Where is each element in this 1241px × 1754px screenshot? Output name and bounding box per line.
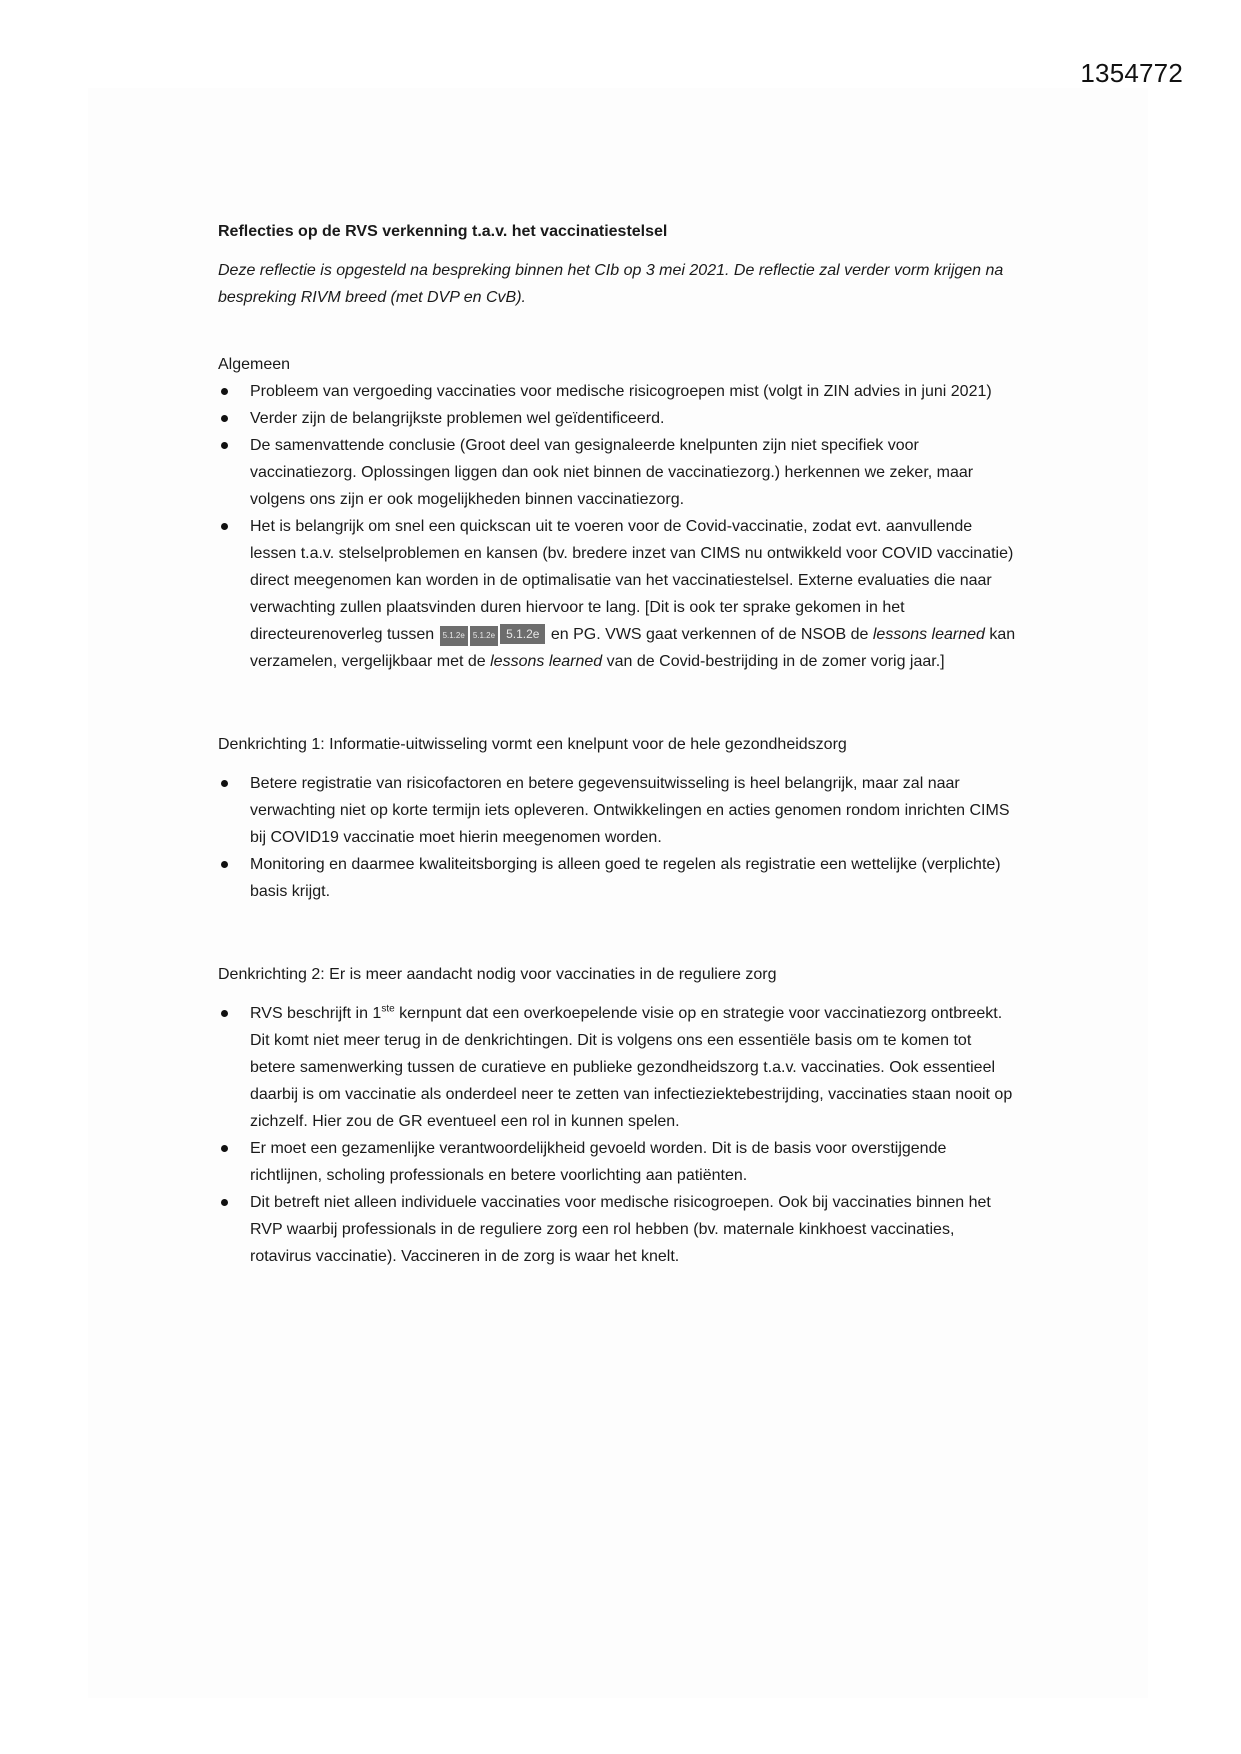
text-segment: Het is belangrijk om snel een quickscan uit te voeren voor de Covid-vaccinatie, zodat evt. aanvullende lessen t.a.v. stelselproblemen en kansen (bv. bredere inzet van CIMS nu ontwikkeld voor COVID vaccinatie) direct meegenomen kan worden in de optimalisatie van het vaccinatiestelsel. Externe evaluaties die naar verwachting zullen plaatsvinden duren hiervoor te lang. [Dit is ook ter sprake gekomen in het directeurenoverleg tussen: [250, 518, 1014, 643]
list-item: Dit betreft niet alleen individuele vaccinaties voor medische risicogroepen. Ook bij vaccinaties binnen het RVP waarbij professionals in de reguliere zorg een rol hebben (bv. maternale kinkhoest vaccinaties, rotavirus vaccinatie). Vaccineren in de zorg is waar het knelt.: [218, 1189, 1018, 1270]
redaction-box: 5.1.2e: [500, 624, 545, 644]
section-denkrichting-2-label: Denkrichting 2: Er is meer aandacht nodig voor vaccinaties in de reguliere zorg: [218, 966, 777, 983]
document-body: [218, 218, 1018, 1270]
list-item: Monitoring en daarmee kwaliteitsborging is alleen goed te regelen als registratie een wettelijke (verplichte) basis krijgt.: [218, 851, 1018, 905]
list-item: Verder zijn de belangrijkste problemen wel geïdentificeerd.: [218, 405, 1018, 432]
document-title: Reflecties op de RVS verkenning t.a.v. het vaccinatiestelsel: [218, 223, 668, 240]
denkrichting-1-bullet-list: [218, 770, 1018, 905]
algemeen-bullet-list: [218, 378, 1018, 675]
document-id: 1354772: [1080, 58, 1183, 88]
redaction-box: 5.1.2e: [470, 626, 498, 646]
list-item: Betere registratie van risicofactoren en betere gegevensuitwisseling is heel belangrijk, maar zal naar verwachting niet op korte termijn iets opleveren. Ontwikkelingen en acties genomen rondom inrichten CIMS bij COVID19 vaccinatie moet hierin meegenomen worden.: [218, 770, 1018, 851]
list-item: De samenvattende conclusie (Groot deel van gesignaleerde knelpunten zijn niet specifiek voor vaccinatiezorg. Oplossingen liggen dan ook niet binnen de vaccinatiezorg.) herkennen we zeker, maar volgens ons zijn er ook mogelijkheden binnen vaccinatiezorg.: [218, 432, 1018, 513]
intro-note: Deze reflectie is opgesteld na bespreking binnen het CIb op 3 mei 2021. De reflectie zal verder vorm krijgen na bespreking RIVM breed (met DVP en CvB).: [218, 262, 1004, 306]
text-segment: kernpunt dat een overkoepelende visie op en strategie voor vaccinatiezorg ontbreekt. Dit komt niet meer terug in de denkrichtingen. Dit is volgens ons een essentiële basis om te komen tot betere samenwerking tussen de curatieve en publieke gezondheidszorg t.a.v. vaccinaties. Ook essentieel daarbij is om vaccinatie als onderdeel neer te zetten van infectieziektebestrijding, vaccinaties staan nooit op zichzelf. Hier zou de GR eventueel een rol in kunnen spelen.: [250, 1005, 1013, 1130]
text-segment: van de Covid-bestrijding in de zomer vorig jaar.]: [606, 653, 945, 670]
emphasis-text: lessons learned: [872, 626, 985, 643]
list-item: Probleem van vergoeding vaccinaties voor medische risicogroepen mist (volgt in ZIN advies in juni 2021): [218, 378, 1018, 405]
section-algemeen-label: Algemeen: [218, 356, 291, 373]
list-item: Er moet een gezamenlijke verantwoordelijkheid gevoeld worden. Dit is de basis voor overstijgende richtlijnen, scholing professionals en betere voorlichting aan patiënten.: [218, 1135, 1018, 1189]
denkrichting-2-bullet-list: [218, 1000, 1018, 1270]
list-item: [218, 513, 1018, 675]
section-denkrichting-1-label: Denkrichting 1: Informatie-uitwisseling vormt een knelpunt voor de hele gezondheidszorg: [218, 736, 847, 753]
superscript: ste: [381, 1003, 395, 1015]
emphasis-text: lessons learned: [490, 653, 603, 670]
text-segment: kan verzamelen, vergelijkbaar met de: [250, 626, 1016, 670]
text-segment: RVS beschrijft in 1: [250, 1005, 382, 1022]
list-item: [218, 1000, 1018, 1135]
text-segment: en PG. VWS gaat verkennen of de NSOB de: [550, 626, 869, 643]
redaction-box: 5.1.2e: [440, 626, 468, 646]
